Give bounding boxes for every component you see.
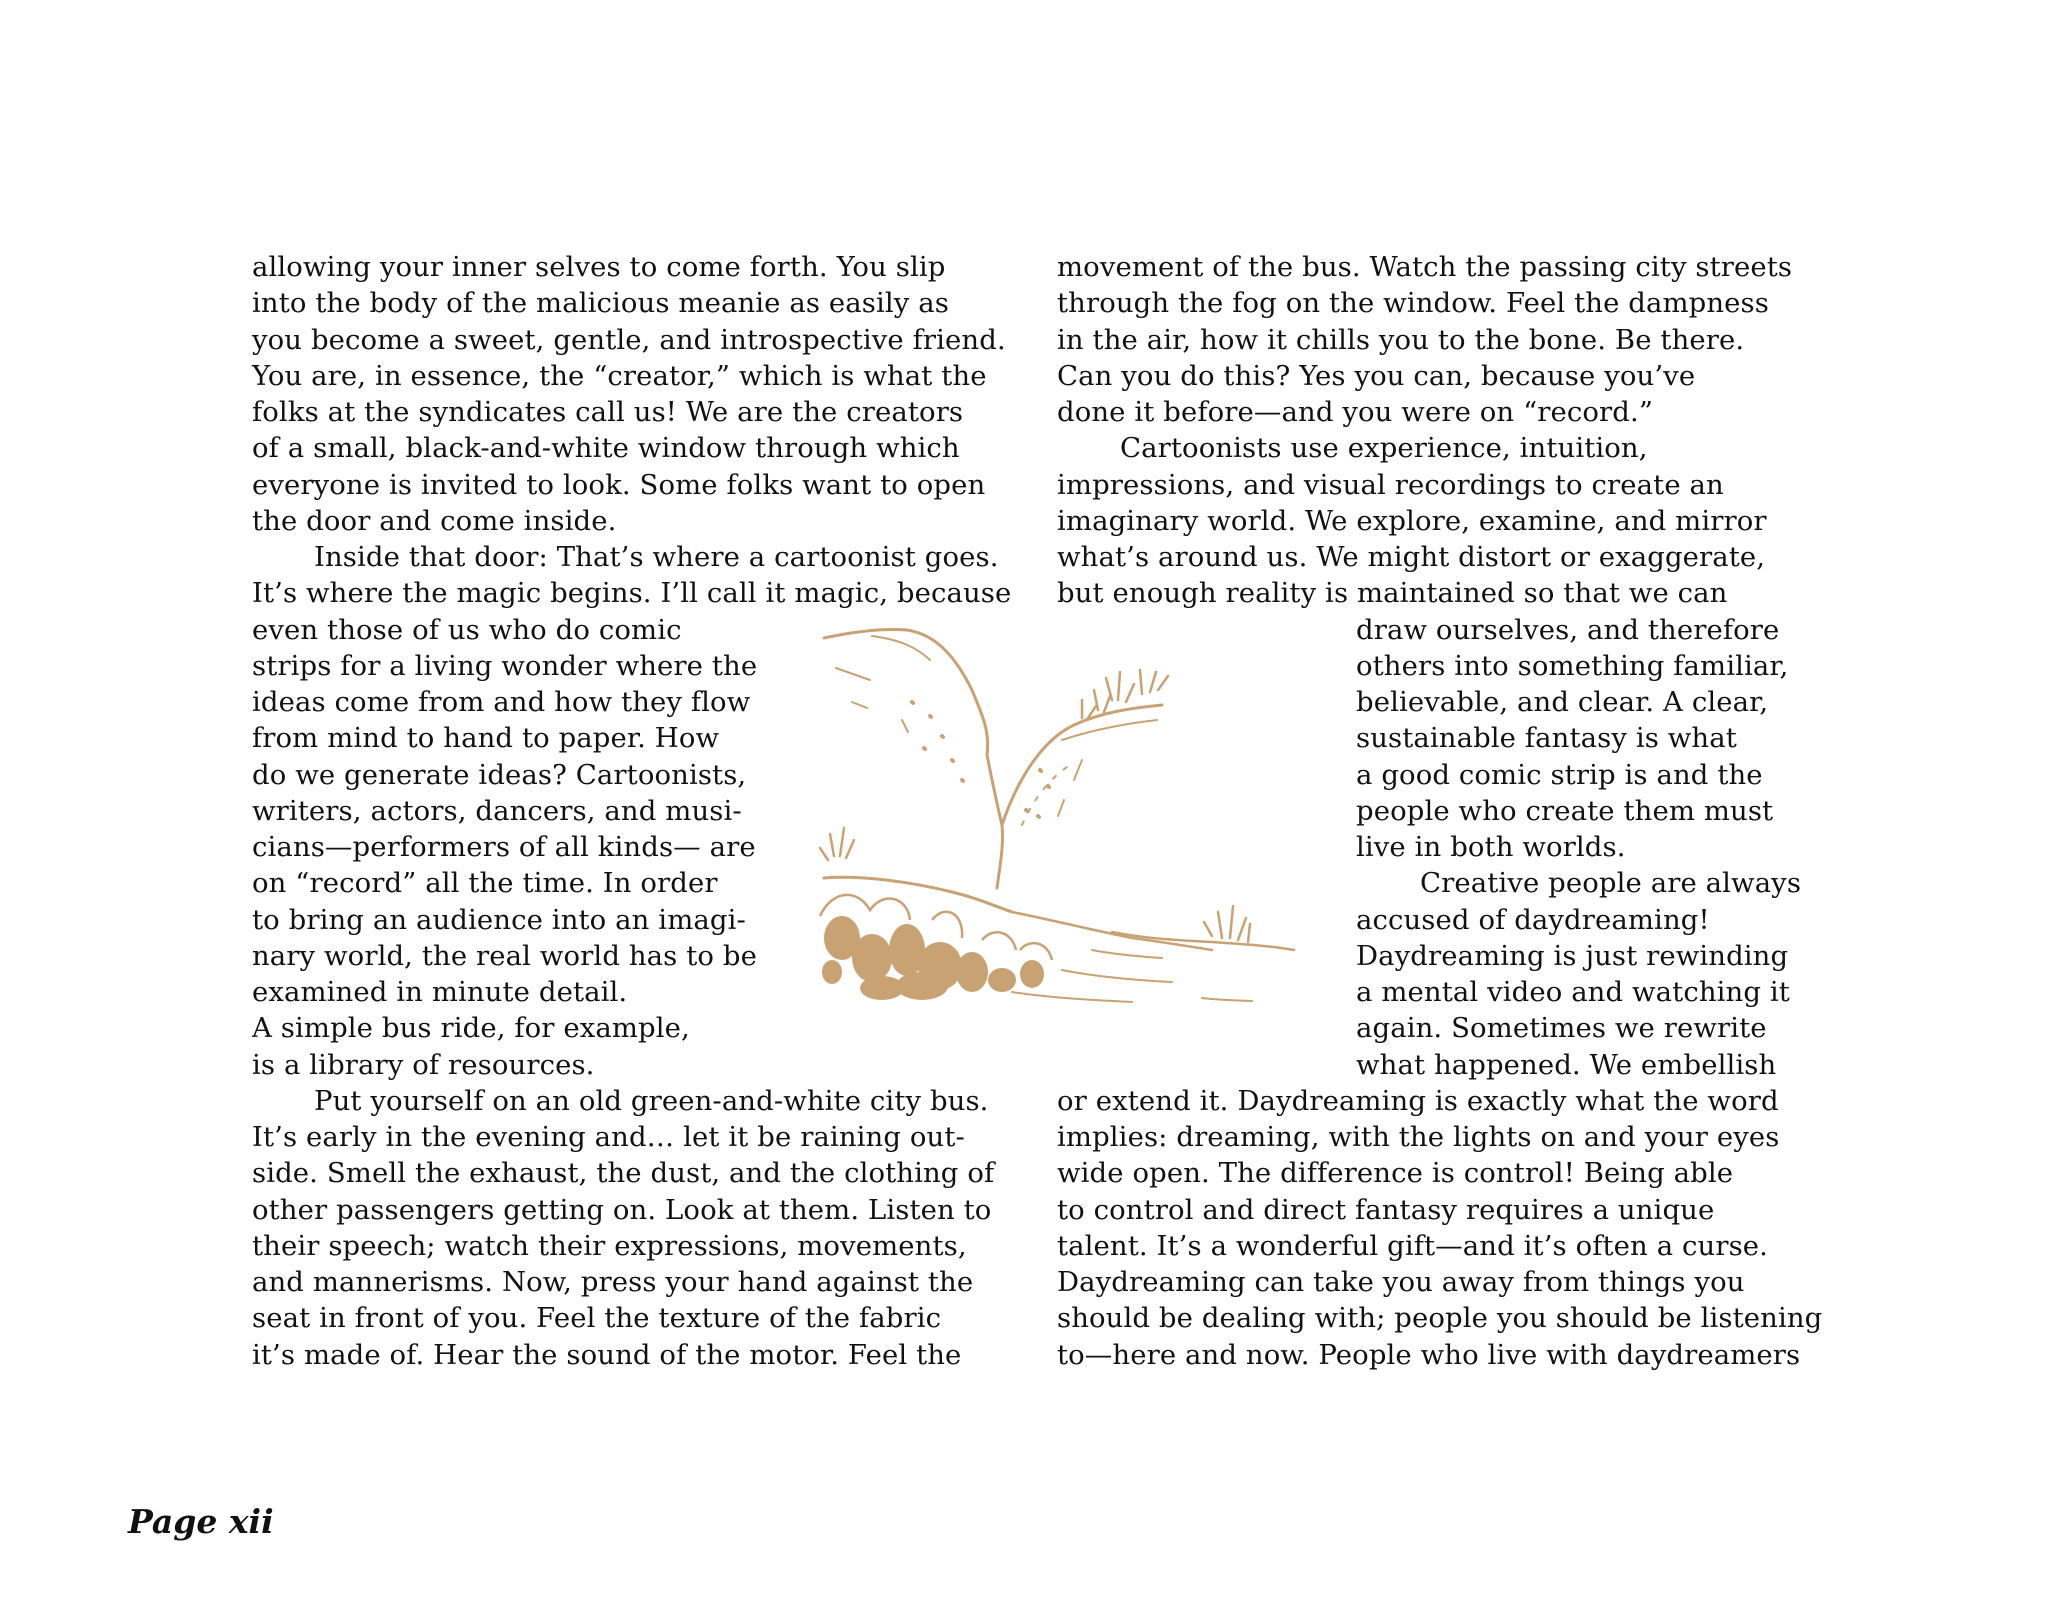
left-column-line: strips for a living wonder where the <box>252 649 758 682</box>
hill-dots <box>912 702 1049 817</box>
left-column-line: seat in front of you. Feel the texture of the fabric <box>252 1302 942 1335</box>
right-column-line: what happened. We embellish <box>1356 1048 1777 1081</box>
left-column-line: of a small, black-and-white window through which <box>252 432 960 465</box>
right-column-line: what’s around us. We might distort or exaggerate, <box>1057 541 1766 573</box>
ground-line-5 <box>1202 998 1252 1001</box>
right-column-line: talent. It’s a wonderful gift—and it’s often a curse. <box>1057 1229 1769 1262</box>
left-column-line: ideas come from and how they flow <box>252 686 751 718</box>
left-column-line: and mannerisms. Now, press your hand against the <box>252 1266 974 1298</box>
ground-line-2 <box>1092 950 1162 958</box>
left-bank-grass <box>820 828 854 860</box>
right-column-line: believable, and clear. A clear, <box>1356 686 1769 718</box>
left-column-line: to bring an audience into an imagi- <box>252 903 746 936</box>
left-hill-outline <box>824 629 988 755</box>
right-column-line: done it before—and you were on “record.” <box>1057 396 1653 428</box>
right-column-line: Creative people are always <box>1420 867 1802 900</box>
left-column-line: everyone is invited to look. Some folks want to open <box>252 468 986 501</box>
left-column-line: nary world, the real world has to be <box>252 939 757 972</box>
left-column-line: It’s where the magic begins. I’ll call it magic, because <box>252 577 1012 610</box>
right-column-line: Daydreaming can take you away from things you <box>1057 1266 1745 1298</box>
right-column-line: draw ourselves, and therefore <box>1356 613 1780 646</box>
left-column-line: the door and come inside. <box>252 504 617 537</box>
left-column-line: allowing your inner selves to come forth. You slip <box>252 251 946 283</box>
right-column-line: wide open. The difference is control! Being able <box>1057 1157 1734 1190</box>
right-column-line: a good comic strip is and the <box>1356 758 1763 791</box>
right-bank-grass <box>1204 906 1250 942</box>
left-column-line: side. Smell the exhaust, the dust, and the clothing of <box>252 1157 995 1190</box>
right-column-line: a mental video and watching it <box>1356 976 1790 1008</box>
left-column-line: you become a sweet, gentle, and introspective friend. <box>252 323 1006 356</box>
right-column-line: movement of the bus. Watch the passing city streets <box>1057 251 1793 283</box>
right-column-line: or extend it. Daydreaming is exactly what the word <box>1057 1084 1779 1117</box>
left-hill-valley <box>987 755 1003 888</box>
left-column-line: A simple bus ride, for example, <box>252 1012 690 1045</box>
hill-dash-3 <box>902 720 908 732</box>
left-column-line: do we generate ideas? Cartoonists, <box>252 758 747 791</box>
right-column-line: impressions, and visual recordings to create an <box>1057 468 1724 501</box>
right-bank <box>1112 932 1294 950</box>
ground-line-4 <box>1012 992 1132 1002</box>
left-column-line: on “record” all the time. In order <box>252 867 718 900</box>
left-column-line: examined in minute detail. <box>252 976 628 1008</box>
right-column-line: accused of daydreaming! <box>1356 903 1710 936</box>
left-column-line: Put yourself on an old green-and-white city bus. <box>314 1084 989 1117</box>
right-column-line: imaginary world. We explore, examine, and mirror <box>1057 504 1767 537</box>
hill-dash-1 <box>836 668 870 680</box>
left-column-line: their speech; watch their expressions, movements, <box>252 1229 967 1262</box>
hill-dash-5 <box>1058 800 1064 816</box>
left-column-line: from mind to hand to paper. How <box>252 722 720 755</box>
hillside-illustration <box>812 620 1302 1030</box>
right-column-line: through the fog on the window. Feel the dampness <box>1057 287 1769 320</box>
left-column-line: folks at the syndicates call us! We are the creators <box>252 396 964 428</box>
left-column-line: is a library of resources. <box>252 1048 595 1081</box>
left-column-line: other passengers getting on. Look at them. Listen to <box>252 1193 992 1226</box>
foreground-shrubs <box>822 916 1044 1000</box>
hill-dash-2 <box>852 702 867 708</box>
left-column-line: cians—performers of all kinds— are <box>252 831 756 863</box>
right-column-line: live in both worlds. <box>1356 831 1626 863</box>
left-column-line: You are, in essence, the “creator,” which is what the <box>252 359 987 392</box>
left-column-line: Inside that door: That’s where a cartoonist goes. <box>314 541 999 573</box>
left-column-line: it’s made of. Hear the sound of the motor. Feel the <box>252 1338 962 1371</box>
right-column-line: sustainable fantasy is what <box>1356 722 1737 755</box>
left-column-line: writers, actors, dancers, and musi- <box>252 794 742 827</box>
right-column-line: people who create them must <box>1356 794 1774 827</box>
right-column-line: but enough reality is maintained so that we can <box>1057 577 1728 610</box>
ground-line-3 <box>1062 970 1172 982</box>
right-hill-slope <box>1022 765 1070 825</box>
right-column-line: to control and direct fantasy requires a unique <box>1057 1193 1715 1226</box>
page-number-label: Page xii <box>128 1502 274 1541</box>
right-column-line: Can you do this? Yes you can, because you’ve <box>1057 359 1696 392</box>
right-column-line: in the air, how it chills you to the bone. Be there. <box>1057 323 1745 356</box>
left-column-line: into the body of the malicious meanie as easily as <box>252 287 949 320</box>
right-column-line: again. Sometimes we rewrite <box>1356 1012 1767 1045</box>
right-column-line: others into something familiar, <box>1356 649 1789 682</box>
left-hill-crest <box>872 636 930 660</box>
hill-dash-4 <box>1074 760 1082 780</box>
right-column-line: should be dealing with; people you should be listening <box>1057 1302 1823 1335</box>
right-column-line: to—here and now. People who live with daydreamers <box>1057 1338 1801 1371</box>
right-column-line: Daydreaming is just rewinding <box>1356 939 1789 972</box>
left-column-line: It’s early in the evening and… let it be raining out- <box>252 1121 965 1153</box>
right-column-line: Cartoonists use experience, intuition, <box>1120 432 1648 465</box>
left-column-line: even those of us who do comic <box>252 613 682 646</box>
right-column-line: implies: dreaming, with the lights on and your eyes <box>1057 1121 1780 1153</box>
